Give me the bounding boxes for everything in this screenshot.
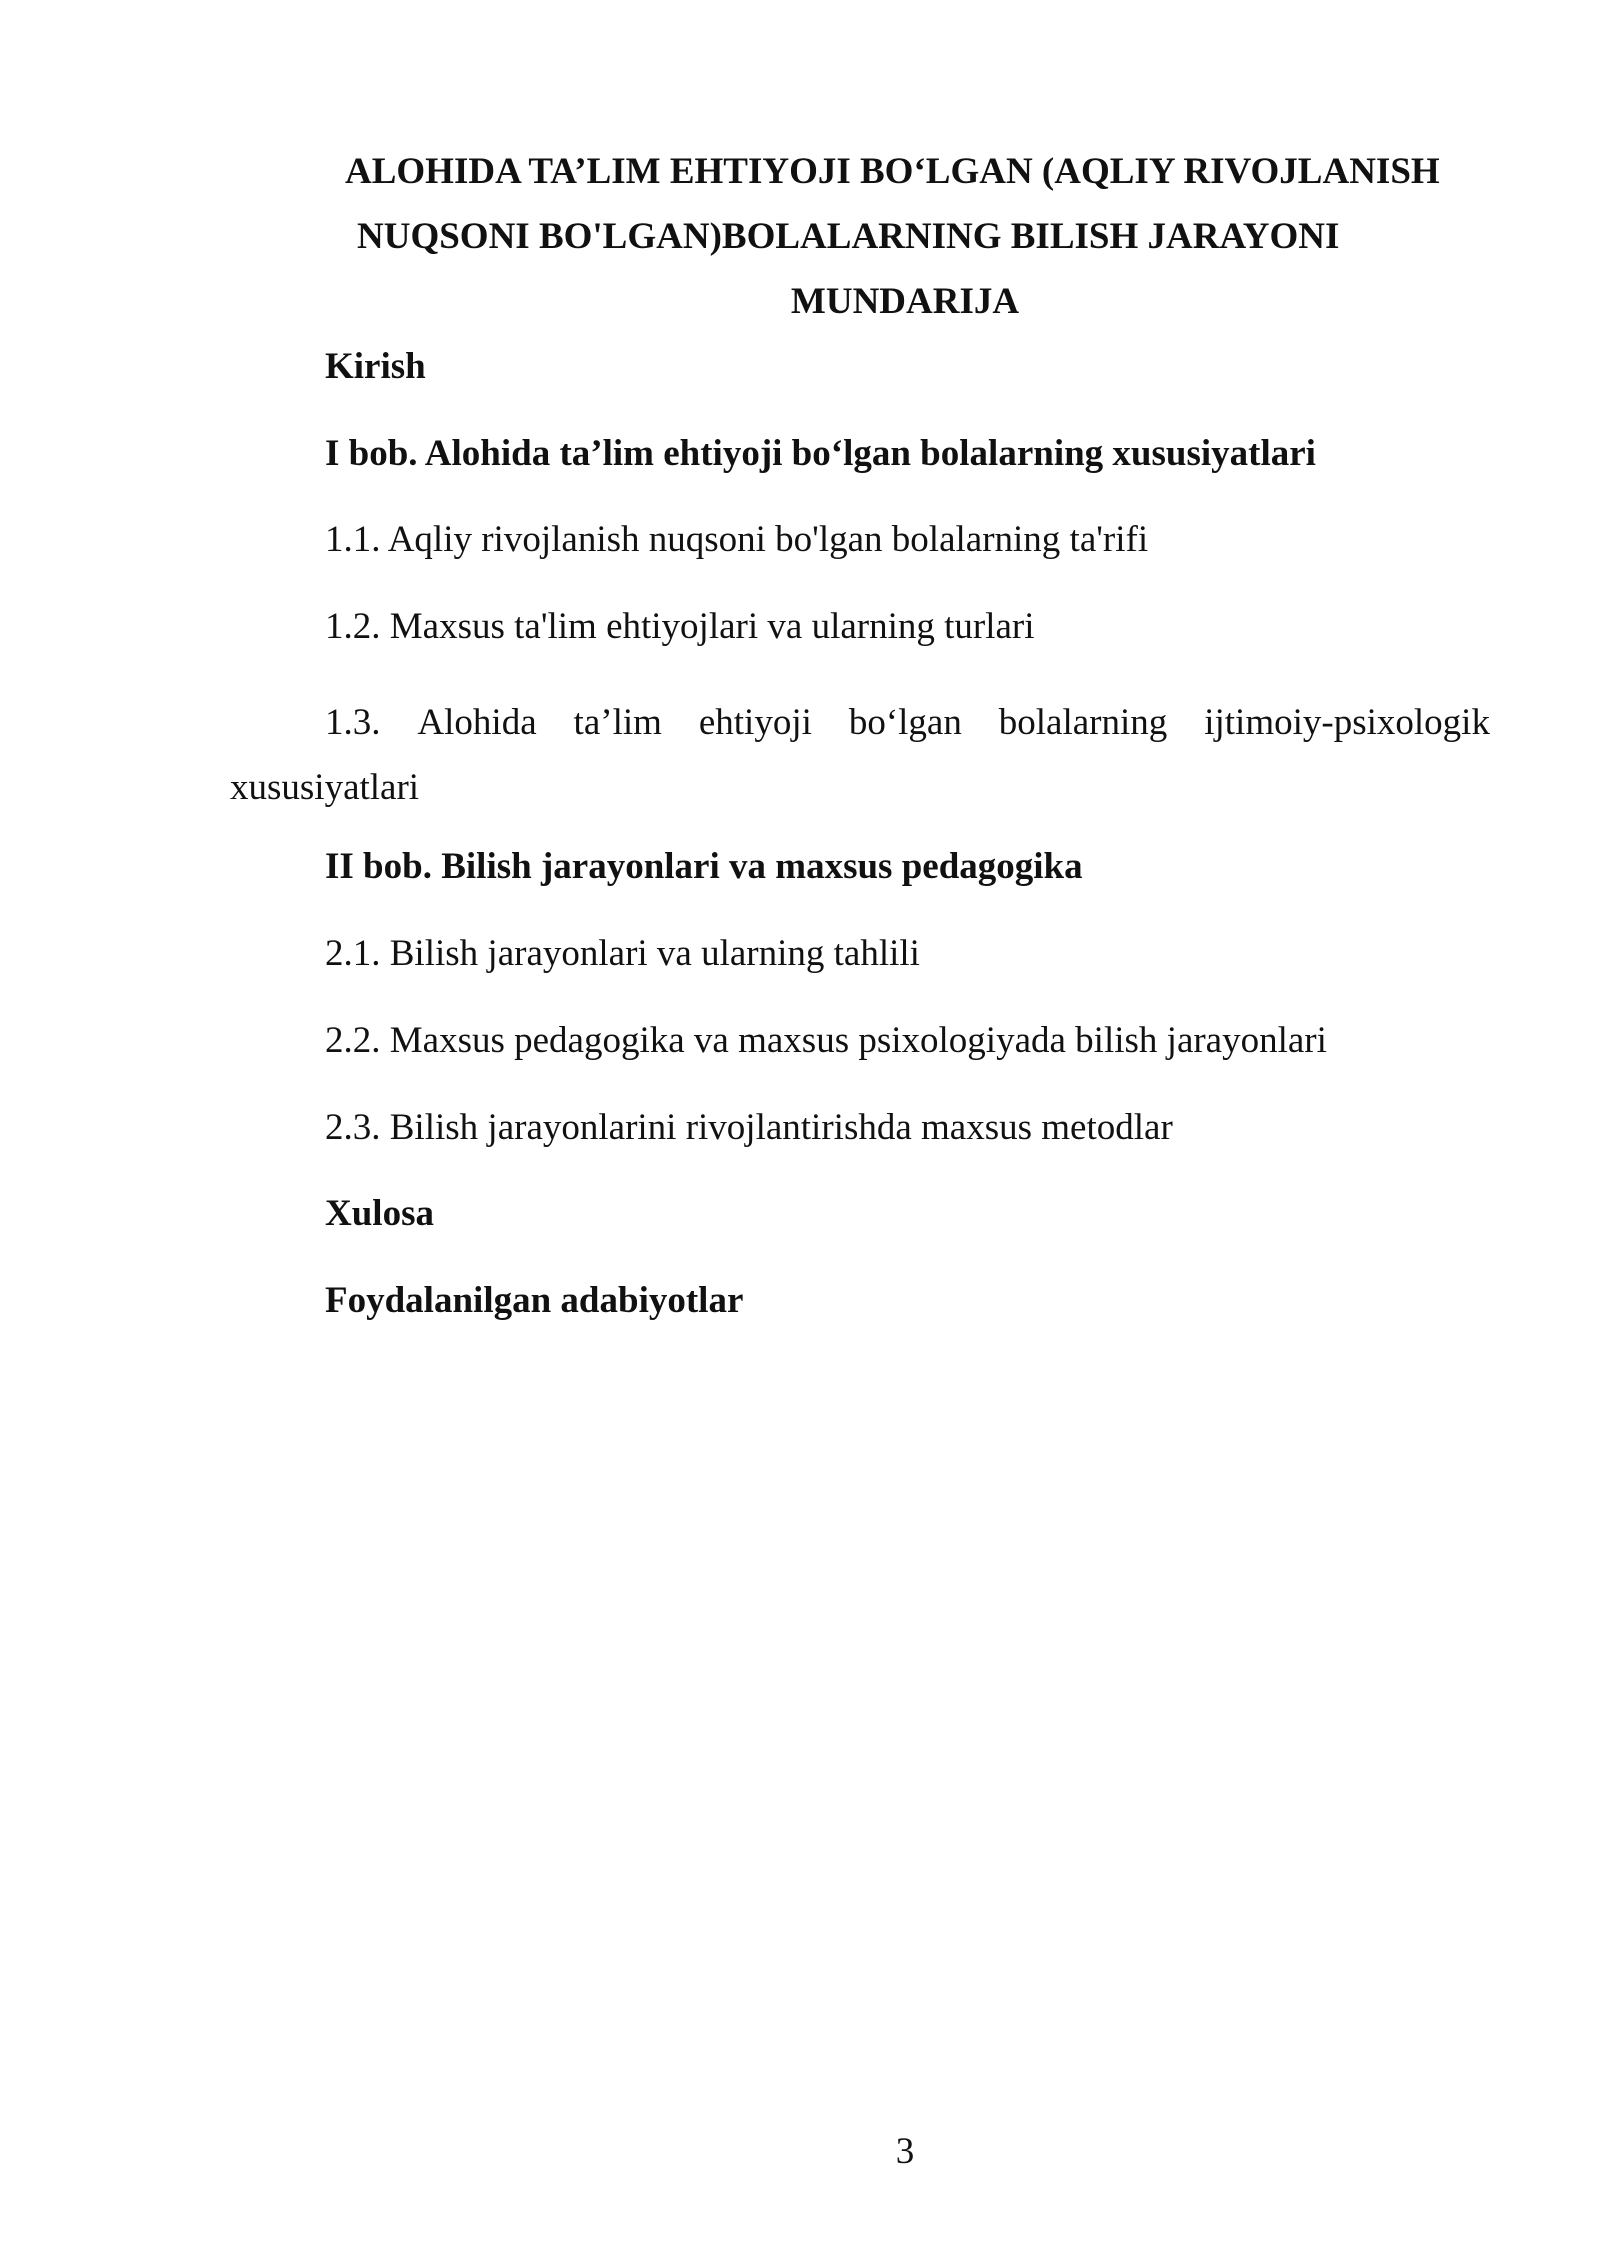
toc-heading: MUNDARIJA: [790, 281, 1020, 322]
toc-section-1-2: 1.2. Maxsus ta'lim ehtiyojlari va ularning turlari: [325, 606, 1035, 647]
toc-word: 1.3.: [325, 702, 381, 743]
toc-section-2-3: 2.3. Bilish jarayonlarini rivojlantirishda maxsus metodlar: [325, 1107, 1173, 1148]
toc-section-1-3-line-2: xususiyatlari: [230, 767, 420, 808]
toc-introduction: Kirish: [325, 346, 426, 387]
toc-word: ta’lim: [573, 702, 662, 743]
toc-chapter-2: II bob. Bilish jarayonlari va maxsus pedagogika: [325, 846, 1083, 887]
toc-word: bolalarning: [998, 702, 1168, 743]
toc-word: Alohida: [417, 702, 537, 743]
toc-section-2-2: 2.2. Maxsus pedagogika va maxsus psixologiyada bilish jarayonlari: [325, 1020, 1327, 1061]
toc-references: Foydalanilgan adabiyotlar: [325, 1280, 744, 1321]
toc-word: ehtiyoji: [698, 702, 812, 743]
toc-conclusion: Xulosa: [325, 1193, 434, 1234]
toc-section-1-3-line-1: [230, 690, 1490, 755]
toc-chapter-1: I bob. Alohida ta’lim ehtiyoji bo‘lgan bolalarning xususiyatlari: [325, 433, 1316, 474]
toc-section-1-3: [230, 690, 1490, 820]
title-line-1: ALOHIDA TA’LIM EHTIYOJI BO‘LGAN (AQLIY RIVOJLANISH: [345, 151, 1440, 192]
page-number: 3: [895, 2131, 915, 2172]
toc-word: bo‘lgan: [848, 702, 962, 743]
title-line-2: NUQSONI BO'LGAN)BOLALARNING BILISH JARAYONI: [357, 216, 1340, 257]
toc-section-1-1: 1.1. Aqliy rivojlanish nuqsoni bo'lgan bolalarning ta'rifi: [325, 519, 1149, 560]
toc-word: ijtimoiy-psixologik: [1204, 702, 1490, 743]
toc-section-2-1: 2.1. Bilish jarayonlari va ularning tahlili: [325, 933, 920, 974]
